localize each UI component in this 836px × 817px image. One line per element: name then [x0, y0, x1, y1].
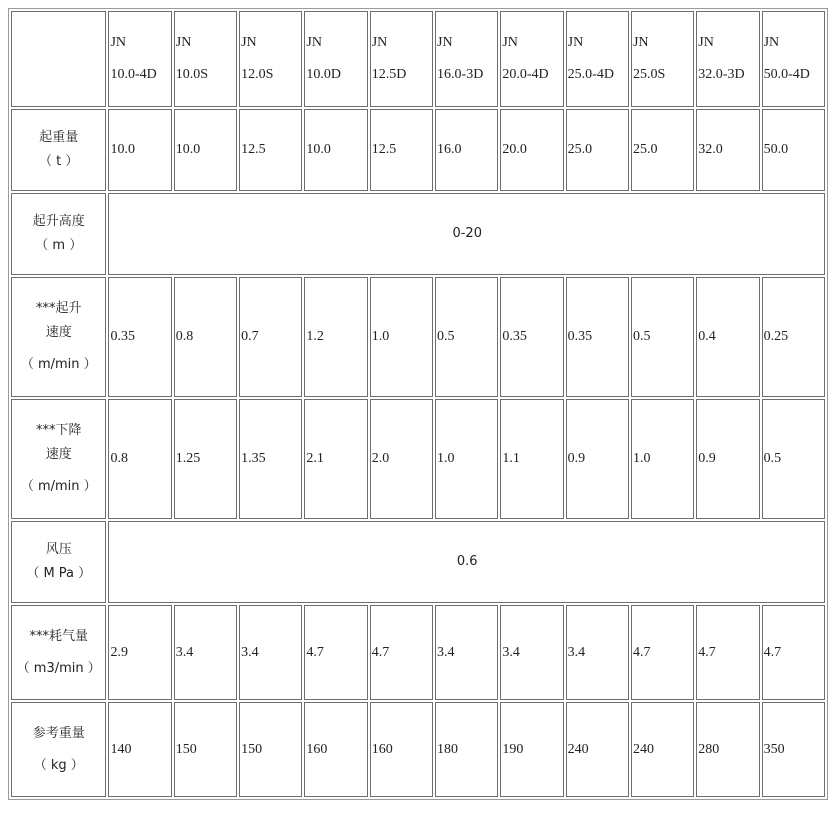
row-header: ***下降 速度 （ m/min ） [11, 399, 106, 519]
model-cell: JN 10.0D [304, 11, 367, 107]
spec-table [8, 8, 828, 800]
lift-speed-row [11, 277, 825, 397]
value-cell: 0.5 [762, 399, 825, 519]
value-cell: 12.5 [239, 109, 302, 191]
value-cell: 240 [631, 702, 694, 797]
row-header: 参考重量 （ kg ） [11, 702, 106, 797]
value-cell: 10.0 [304, 109, 367, 191]
value-cell: 0.8 [108, 399, 171, 519]
row-header: 起升高度 （ m ） [11, 193, 106, 275]
row-header: 风压 （ M Pa ） [11, 521, 106, 603]
value-cell: 4.7 [631, 605, 694, 700]
value-cell: 0.35 [500, 277, 563, 397]
value-cell: 0.5 [631, 277, 694, 397]
value-cell: 1.25 [174, 399, 237, 519]
value-cell: 1.2 [304, 277, 367, 397]
value-cell: 0.35 [108, 277, 171, 397]
value-cell: 1.0 [435, 399, 498, 519]
value-cell: 4.7 [304, 605, 367, 700]
row-header: 起重量 （ t ） [11, 109, 106, 191]
value-cell: 160 [304, 702, 367, 797]
value-cell: 4.7 [762, 605, 825, 700]
value-cell: 50.0 [762, 109, 825, 191]
model-cell: JN 20.0-4D [500, 11, 563, 107]
value-cell: 1.0 [631, 399, 694, 519]
capacity-row [11, 109, 825, 191]
value-cell: 12.5 [370, 109, 433, 191]
value-cell: 280 [696, 702, 759, 797]
weight-row [11, 702, 825, 797]
value-cell: 0.9 [566, 399, 629, 519]
value-cell: 180 [435, 702, 498, 797]
value-cell: 4.7 [696, 605, 759, 700]
value-cell: 3.4 [435, 605, 498, 700]
value-cell: 4.7 [370, 605, 433, 700]
value-cell: 3.4 [500, 605, 563, 700]
value-cell: 1.35 [239, 399, 302, 519]
value-cell: 0.25 [762, 277, 825, 397]
value-cell: 0.7 [239, 277, 302, 397]
lower-speed-row [11, 399, 825, 519]
value-cell: 3.4 [174, 605, 237, 700]
value-cell: 25.0 [566, 109, 629, 191]
model-cell: JN 50.0-4D [762, 11, 825, 107]
value-cell: 2.0 [370, 399, 433, 519]
value-cell: 1.1 [500, 399, 563, 519]
value-cell: 0.9 [696, 399, 759, 519]
value-cell: 150 [174, 702, 237, 797]
value-cell: 350 [762, 702, 825, 797]
model-cell: JN 10.0-4D [108, 11, 171, 107]
model-cell: JN 16.0-3D [435, 11, 498, 107]
value-cell: 150 [239, 702, 302, 797]
value-cell: 2.1 [304, 399, 367, 519]
value-cell: 25.0 [631, 109, 694, 191]
value-cell: 160 [370, 702, 433, 797]
value-cell: 190 [500, 702, 563, 797]
model-cell: JN 25.0S [631, 11, 694, 107]
model-header-row [11, 11, 825, 107]
value-cell: 3.4 [239, 605, 302, 700]
value-cell: 1.0 [370, 277, 433, 397]
lift-height-row [11, 193, 825, 275]
value-cell: 2.9 [108, 605, 171, 700]
model-cell: JN 32.0-3D [696, 11, 759, 107]
merged-value-cell: 0-20 [108, 193, 825, 275]
merged-value-cell: 0.6 [108, 521, 825, 603]
corner-cell [11, 11, 106, 107]
value-cell: 32.0 [696, 109, 759, 191]
row-header: ***起升 速度 （ m/min ） [11, 277, 106, 397]
model-cell: JN 12.5D [370, 11, 433, 107]
model-cell: JN 25.0-4D [566, 11, 629, 107]
value-cell: 3.4 [566, 605, 629, 700]
air-pressure-row [11, 521, 825, 603]
value-cell: 0.4 [696, 277, 759, 397]
value-cell: 10.0 [174, 109, 237, 191]
value-cell: 10.0 [108, 109, 171, 191]
value-cell: 0.35 [566, 277, 629, 397]
model-cell: JN 12.0S [239, 11, 302, 107]
value-cell: 240 [566, 702, 629, 797]
value-cell: 0.8 [174, 277, 237, 397]
value-cell: 16.0 [435, 109, 498, 191]
value-cell: 140 [108, 702, 171, 797]
air-consumption-row [11, 605, 825, 700]
value-cell: 20.0 [500, 109, 563, 191]
value-cell: 0.5 [435, 277, 498, 397]
model-cell: JN 10.0S [174, 11, 237, 107]
row-header: ***耗气量 （ m3/min ） [11, 605, 106, 700]
